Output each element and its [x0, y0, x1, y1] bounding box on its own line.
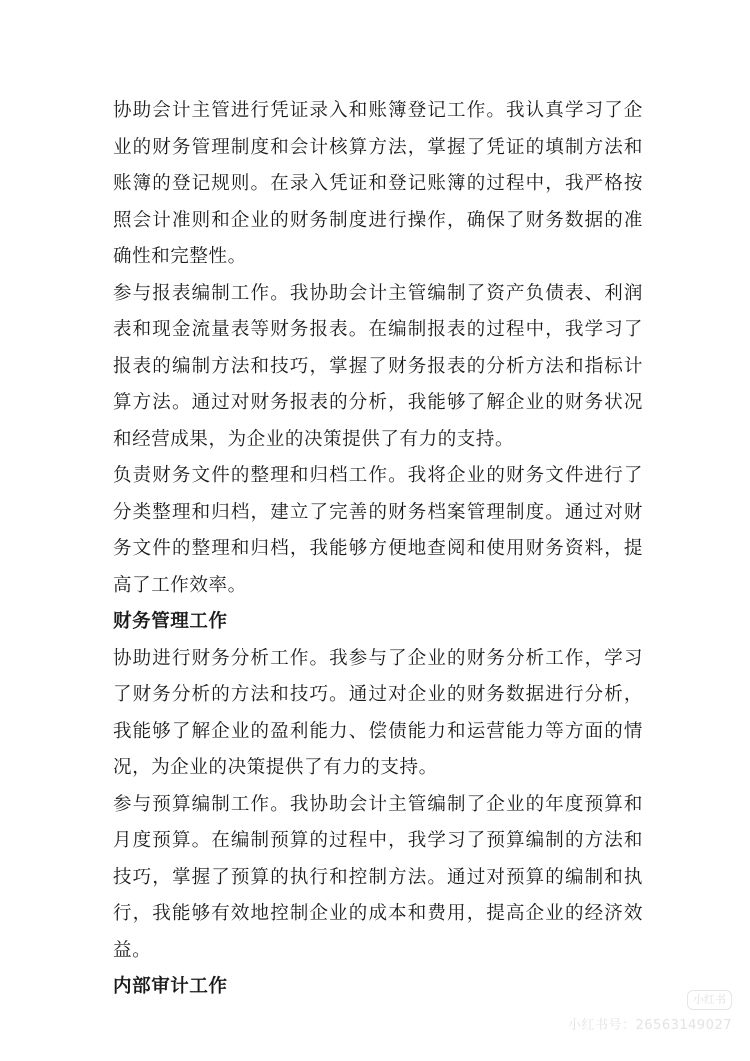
paragraph-financial-analysis: 协助进行财务分析工作。我参与了企业的财务分析工作，学习了财务分析的方法和技巧。通过对企业的财务数据进行分析，我能够了解企业的盈利能力、偿债能力和运营能力等方面的情况，为企业的决策提供了有力的支持。: [113, 647, 643, 778]
paragraph-document-archiving: 负责财务文件的整理和归档工作。我将企业的财务文件进行了分类整理和归档，建立了完善的财务档案管理制度。通过对财务文件的整理和归档，我能够方便地查阅和使用财务资料，提高了工作效率。: [113, 465, 643, 596]
paragraph-budget-preparation: 参与预算编制工作。我协助会计主管编制了企业的年度预算和月度预算。在编制预算的过程中，我学习了预算编制的方法和技巧，掌握了预算的执行和控制方法。通过对预算的编制和执行，我能够有效地控制企业的成本和费用，提高企业的经济效益。: [113, 793, 643, 961]
heading-finance-management: 财务管理工作: [113, 611, 228, 632]
watermark: [568, 988, 732, 1033]
document-page: [113, 93, 643, 1006]
paragraph-voucher-entry: 协助会计主管进行凭证录入和账簿登记工作。我认真学习了企业的财务管理制度和会计核算方法，掌握了凭证的填制方法和账簿的登记规则。在录入凭证和登记账簿的过程中，我严格按照会计准则和企业的财务制度进行操作，确保了财务数据的准确性和完整性。: [113, 100, 643, 267]
paragraph-report-preparation: 参与报表编制工作。我协助会计主管编制了资产负债表、利润表和现金流量表等财务报表。在编制报表的过程中，我学习了报表的编制方法和技巧，掌握了财务报表的分析方法和指标计算方法。通过对财务报表的分析，我能够了解企业的财务状况和经营成果，为企业的决策提供了有力的支持。: [113, 282, 643, 450]
watermark-id: 小红书号：26563149027: [568, 1018, 732, 1033]
watermark-logo: 小红书: [687, 990, 732, 1010]
heading-internal-audit: 内部审计工作: [113, 976, 228, 997]
